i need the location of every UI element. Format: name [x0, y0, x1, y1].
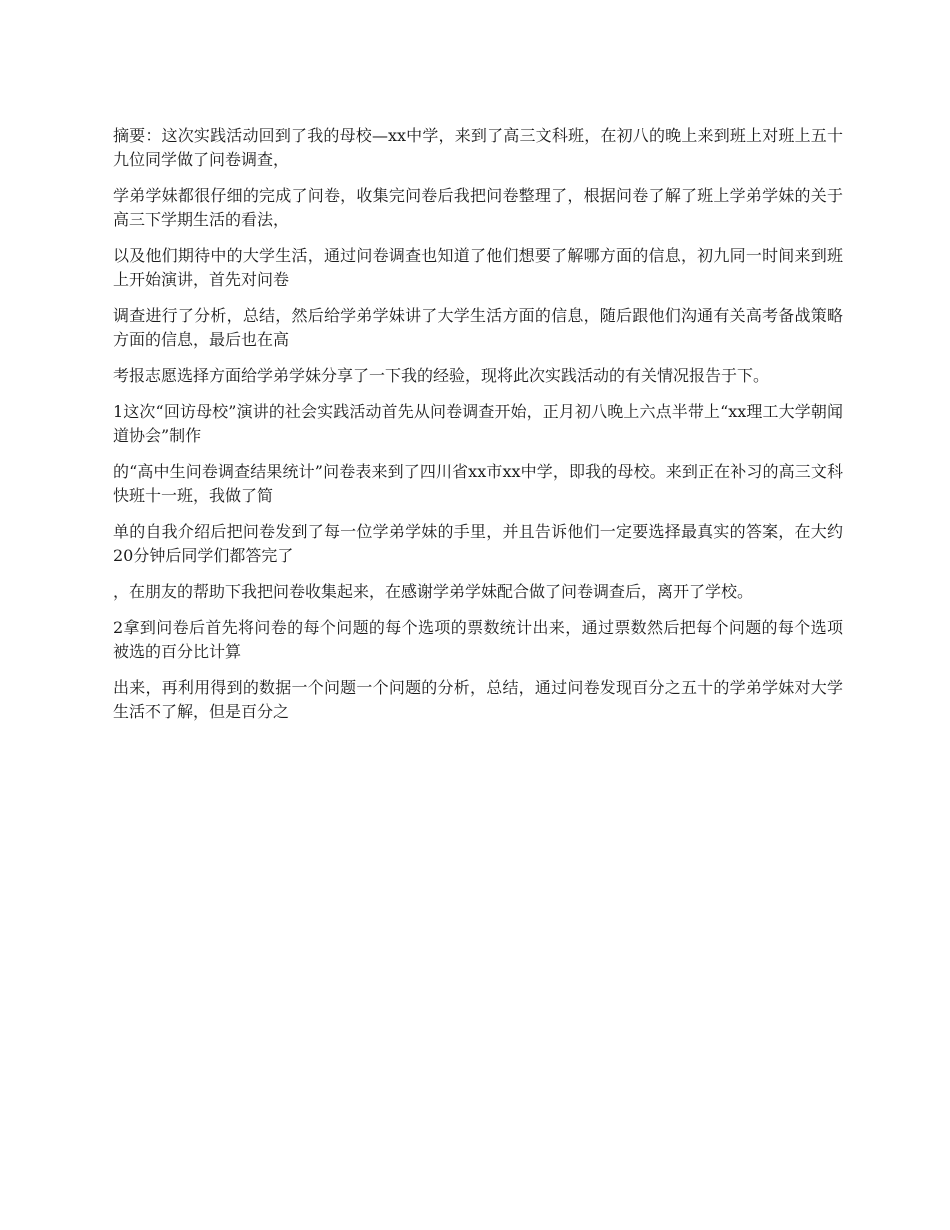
paragraph-11: 出来，再利用得到的数据一个问题一个问题的分析，总结，通过问卷发现百分之五十的学弟学妹对大学生活不了解，但是百分之	[113, 678, 843, 721]
paragraph-6: 1这次“回访母校”演讲的社会实践活动首先从问卷调查开始，正月初八晚上六点半带上“xx理工大学朝闻道协会”制作	[113, 402, 843, 445]
document-body	[113, 124, 843, 736]
paragraph-4: 调查进行了分析，总结，然后给学弟学妹讲了大学生活方面的信息，随后跟他们沟通有关高考备战策略方面的信息，最后也在高	[113, 306, 843, 349]
paragraph-2: 学弟学妹都很仔细的完成了问卷，收集完问卷后我把问卷整理了，根据问卷了解了班上学弟学妹的关于高三下学期生活的看法，	[113, 186, 843, 229]
paragraph-1: 摘要：这次实践活动回到了我的母校—xx中学，来到了高三文科班，在初八的晚上来到班上对班上五十九位同学做了问卷调查，	[113, 126, 843, 169]
paragraph-3: 以及他们期待中的大学生活，通过问卷调查也知道了他们想要了解哪方面的信息，初九同一时间来到班上开始演讲，首先对问卷	[113, 246, 843, 289]
paragraph-10: 2拿到问卷后首先将问卷的每个问题的每个选项的票数统计出来，通过票数然后把每个问题的每个选项被选的百分比计算	[113, 618, 843, 661]
paragraph-7: 的“高中生问卷调查结果统计”问卷表来到了四川省xx市xx中学，即我的母校。来到正在补习的高三文科快班十一班，我做了简	[113, 462, 843, 505]
paragraph-9: ，在朋友的帮助下我把问卷收集起来，在感谢学弟学妹配合做了问卷调查后，离开了学校。	[113, 582, 754, 601]
paragraph-5: 考报志愿选择方面给学弟学妹分享了一下我的经验，现将此次实践活动的有关情况报告于下。	[113, 366, 770, 385]
paragraph-8: 单的自我介绍后把问卷发到了每一位学弟学妹的手里，并且告诉他们一定要选择最真实的答案，在大约20分钟后同学们都答完了	[113, 522, 843, 565]
